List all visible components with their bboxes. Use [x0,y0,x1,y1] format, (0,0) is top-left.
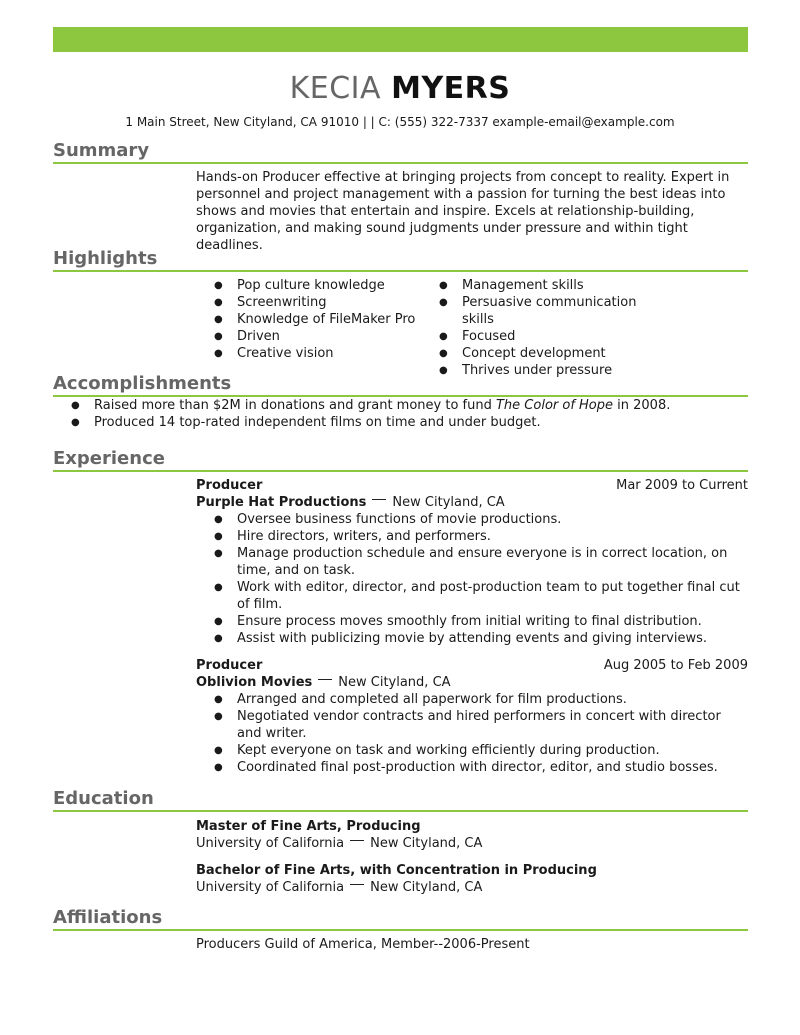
section-title: Highlights [53,248,748,272]
job-company: Oblivion Movies [196,675,313,690]
section-title: Education [53,788,748,812]
dash-separator [350,840,364,841]
list-item: ● Concept development [421,345,646,362]
school-line [196,835,748,852]
list-item: ● Kept everyone on task and working efficiently during production. [196,742,748,759]
job-company-line [196,494,748,511]
accomplishments-section [53,373,748,431]
job-entry [196,477,748,647]
job-location: New Cityland, CA [392,495,505,510]
list-item: ● Ensure process moves smoothly from initial writing to final distribution. [196,613,748,630]
highlights-section [53,248,748,379]
last-name: MYERS [391,71,511,106]
education-entry [196,862,748,896]
job-role: Producer [196,478,263,493]
degree: Master of Fine Arts [196,819,337,834]
film-title: The Color of Hope [495,398,614,413]
school-location: New Cityland, CA [370,836,483,851]
list-item: ● Persuasive communication skills [421,294,646,328]
job-location: New Cityland, CA [338,675,451,690]
degree: Bachelor of Fine Arts [196,863,351,878]
degree-separator: , [336,819,347,834]
list-item: ● Manage production schedule and ensure everyone is in correct location, on time, and on task. [196,545,748,579]
affiliations-text: Producers Guild of America, Member--2006-Present [196,937,530,952]
list-item: ● Knowledge of FileMaker Pro [196,311,421,328]
first-name: KECIA [289,71,382,106]
affiliations-section [53,907,748,953]
degree-line [196,818,748,835]
job-header [196,657,748,674]
job-dates: Mar 2009 to Current [616,478,748,493]
field: with Concentration in Producing [359,863,597,878]
job-entry [196,657,748,776]
job-role: Producer [196,658,263,673]
school: University of California [196,836,345,851]
education-section [53,788,748,896]
school: University of California [196,880,345,895]
list-item: ● Driven [196,328,421,345]
highlights-left [196,277,421,379]
experience-section [53,448,748,776]
job-dates: Aug 2005 to Feb 2009 [603,658,748,673]
list-item: ● Focused [421,328,646,345]
contact-line: 1 Main Street, New Cityland, CA 91010 | | C: (555) 322-7337 example-email@example.com [125,115,675,129]
job-company: Purple Hat Productions [196,495,367,510]
dash-separator [350,884,364,885]
highlights-columns [196,277,748,379]
list-item: ● Coordinated final post-production with director, editor, and studio bosses. [196,759,748,776]
list-item: ● Screenwriting [196,294,421,311]
dash-separator [372,499,386,500]
education-body [196,818,748,896]
list-item [53,397,748,414]
section-title: Experience [53,448,748,472]
list-item: ● Produced 14 top-rated independent films on time and under budget. [53,414,748,431]
job-duties [196,511,748,647]
degree-line [196,862,748,879]
accomplishment-text: in 2008. [613,398,671,413]
job-company-line [196,674,748,691]
list-item: ● Management skills [421,277,646,294]
education-entry [196,818,748,852]
list-item: ● Oversee business functions of movie productions. [196,511,748,528]
job-header [196,477,748,494]
degree-separator: , [350,863,360,878]
list-item: ● Hire directors, writers, and performers. [196,528,748,545]
job-duties [196,691,748,776]
list-item: ● Thrives under pressure [421,362,646,379]
list-item: ● Creative vision [196,345,421,362]
field: Producing [346,819,421,834]
section-title: Summary [53,140,748,164]
accomplishments-list [53,397,748,431]
summary-text: Hands-on Producer effective at bringing projects from concept to reality. Expert in personnel and project management with a passion for turning the best ideas into shows and movies that entertain and inspire. Excels at relationship-building, organization, and making sound judgments under pressure and within tight deadlines. [196,170,730,253]
list-item: ● Pop culture knowledge [196,277,421,294]
highlights-right [421,277,646,379]
list-item: ● Negotiated vendor contracts and hired performers in concert with director and writer. [196,708,748,742]
summary-section [53,140,748,254]
list-item: ● Assist with publicizing movie by attending events and giving interviews. [196,630,748,647]
experience-body [196,477,748,776]
dash-separator [318,679,332,680]
candidate-name [0,71,800,107]
list-item: ● Work with editor, director, and post-production team to put together final cut of film. [196,579,748,613]
section-title: Accomplishments [53,373,748,397]
accomplishment-text: Raised more than $2M in donations and grant money to fund [94,398,496,413]
top-accent-bar [53,27,748,52]
list-item: ● Arranged and completed all paperwork for film productions. [196,691,748,708]
school-line [196,879,748,896]
school-location: New Cityland, CA [370,880,483,895]
section-title: Affiliations [53,907,748,931]
